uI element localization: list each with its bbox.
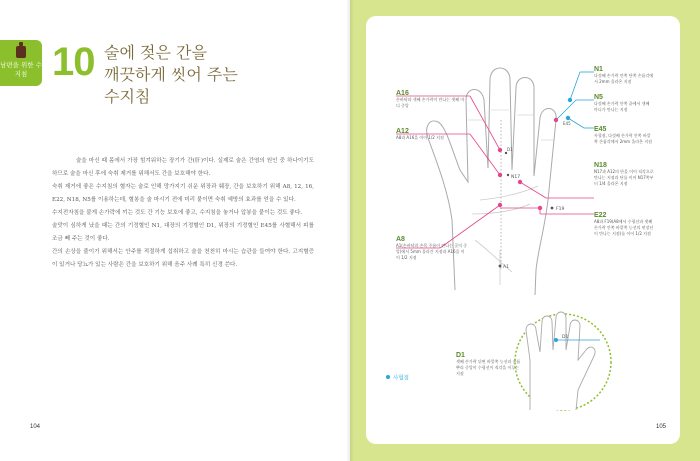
annotation-e22 (594, 212, 656, 237)
point-a1 (499, 265, 502, 268)
title-line-3: 수지침 (104, 87, 151, 106)
desc-a12: A8과 A16을 이어 1/2 지점 (396, 135, 444, 140)
code-e22: E22 (594, 212, 607, 219)
section-tab-label: 남편을 위한 수지침 (0, 61, 42, 78)
annotation-a8 (396, 236, 468, 261)
title-line-2: 깨끗하게 씻어 주는 (104, 65, 238, 84)
code-n18: N18 (594, 162, 607, 169)
annotation-a12 (396, 128, 466, 141)
annotation-n1 (594, 66, 654, 85)
paragraph: 숙취 제거에 좋은 수지침의 혈자는 술로 인해 망가지기 쉬운 위장과 췌장, 간을 보호하기 위해 A8, 12, 16, E22, N18, N5를 이용하는데, 혈봉을 술 마시기 전에 미리 붙이면 숙취 예방의 효과를 얻을 수 있다. (52, 184, 314, 203)
label-n17: N17 (511, 175, 521, 180)
point-e22 (538, 206, 542, 210)
point-d1 (554, 338, 558, 342)
inset-label-d1: D1 (562, 335, 569, 340)
point-n1 (568, 98, 572, 102)
code-a16: A16 (396, 90, 409, 97)
point-a16 (498, 148, 502, 152)
point-a8 (498, 203, 502, 207)
desc-e22: A8과 F19(A8에서 수평선과 셋째 손가락 안쪽 바깥쪽 능선의 연장선이 만나는 지점)를 이어 1/2 지점 (594, 219, 654, 236)
page-gutter (346, 0, 354, 461)
annotation-n5 (594, 94, 654, 113)
paragraph: 수지전자침을 붙게 손가락에 끼는 것도 간 기능 보호에 좋고, 수지침을 놓거나 압봉을 붙이는 것도 좋다. (52, 210, 302, 216)
label-f19: F19 (556, 207, 565, 212)
legend-label: 사혈점 (393, 375, 409, 382)
desc-a16: 손바닥과 셋째 손가락이 만나는 셋째 마디 중앙 (396, 97, 465, 108)
label-d1-small: D1 (507, 147, 513, 152)
chapter-number: 10 (52, 40, 95, 84)
paragraph: 술맛이 심하게 났을 때는 간의 기정혈인 N1, 대장의 기정혈인 D1, 위장의 기정혈인 E45를 사혈해서 피를 조금 빼 주는 것이 좋다. (52, 223, 314, 242)
point-n17 (507, 174, 509, 176)
annotation-e45 (594, 126, 654, 145)
page-number-left: 104 (30, 424, 41, 430)
point-f19 (551, 207, 554, 210)
paragraph: 간의 손상을 줄이기 위해서는 안주를 적절하게 섭취하고 술을 천천히 마시는 습관을 들여야 한다. 고지혈증이 있거나 당뇨가 있는 사람은 간을 보호하기 위해 음주 사례 특히 신경 쓴다. (52, 249, 314, 268)
desc-n18: N17과 A12의 단을 이어 직각으로 만나는 지점과 단를 이어 N17쪽부터 1/4 올라온 지점 (594, 169, 654, 186)
code-d1: D1 (456, 352, 465, 359)
legend-dot (386, 375, 390, 379)
code-n5: N5 (594, 94, 603, 101)
code-n1: N1 (594, 66, 603, 73)
label-e45-small: E45 (563, 121, 571, 126)
desc-n5: 다섯째 손가락 안쪽 끝에서 셋째 마디가 만나는 지점 (594, 101, 650, 112)
title-line-1: 술에 젖은 간을 (104, 43, 207, 62)
page-number-right: 105 (656, 424, 667, 430)
point-a12 (498, 173, 502, 177)
point-d1-small (505, 152, 507, 154)
code-e45: E45 (594, 126, 607, 133)
paragraph: 술을 마신 때 몸에서 가장 힘겨워하는 장기가 간(肝)이다. 실제로 술은 간염의 원인 중 하나이기도 하므로 술을 마신 후에 숙취 제거를 위해서도 간을 보호해야 한다. (52, 158, 314, 177)
desc-a8: A1(손바닥과 손목 주름이 만나는 곳의 중앙)에서 5mm 올라간 지점과 A16을 이어 1/2 지점 (396, 243, 468, 260)
label-a1: A1 (503, 265, 509, 270)
desc-n1: 다섯째 손가락 안쪽 단쪽 손톱각에서 2mm 올라온 지점 (594, 73, 654, 84)
annotation-n18 (594, 162, 656, 187)
desc-e45: 사혈점, 다섯째 손가락 안쪽 바깥쪽 손톱각에서 2mm 올라온 지점 (594, 133, 652, 144)
point-e45 (566, 116, 570, 120)
point-n5 (554, 118, 558, 122)
point-n18 (518, 180, 522, 184)
code-a8: A8 (396, 236, 405, 243)
annotation-a16 (396, 90, 466, 109)
annotation-d1 (456, 352, 522, 377)
desc-d1: 셋째 손가락 뒤면 바깥쪽 능선과 손톱뿌리 중앙이 수평선이 직각을 이루는 지점 (456, 359, 521, 376)
code-a12: A12 (396, 128, 409, 135)
